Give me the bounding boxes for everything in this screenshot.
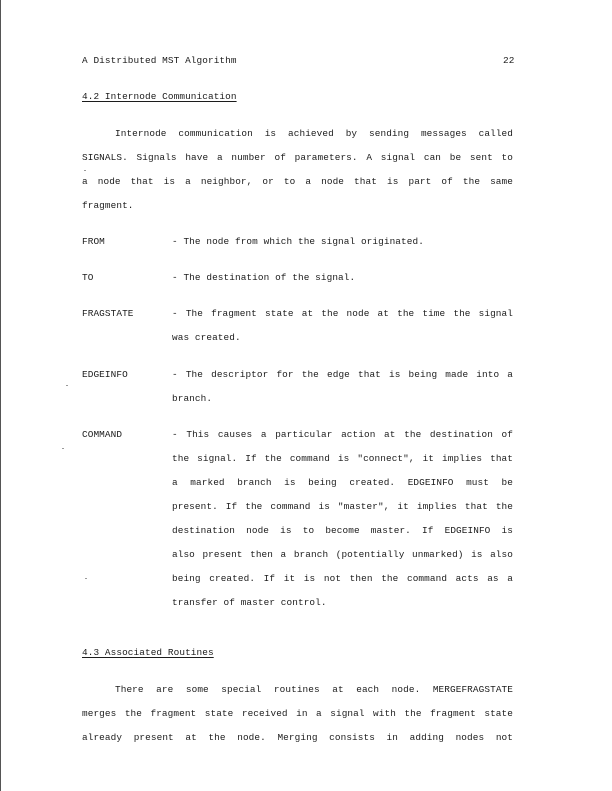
definition-text: destination node is to become master. If EDGEINFO is <box>172 525 513 536</box>
definition-text: was created. <box>172 332 241 343</box>
page-number: 22 <box>503 55 515 66</box>
paragraph-line: Internode communication is achieved by sending messages called <box>115 128 513 139</box>
scan-speck <box>84 170 86 171</box>
scan-speck <box>62 448 64 449</box>
page-edge-line <box>0 0 1 791</box>
definition-text: - The descriptor for the edge that is being made into a <box>172 369 513 380</box>
definition-text: - The destination of the signal. <box>172 272 356 283</box>
definition-term-command: COMMAND <box>82 429 123 440</box>
paragraph-line: a node that is a neighbor, or to a node that is part of the same <box>82 176 513 187</box>
paragraph-line: merges the fragment state received in a signal with the fragment state <box>82 708 513 719</box>
definition-text: also present then a branch (potentially unmarked) is also <box>172 549 513 560</box>
paragraph-line: already present at the node. Merging consists in adding nodes not <box>82 732 513 743</box>
definition-term-from: FROM <box>82 236 105 247</box>
section-heading-4-2: 4.2 Internode Communication <box>82 91 237 102</box>
section-heading-4-3: 4.3 Associated Routines <box>82 647 214 658</box>
definition-term-edgeinfo: EDGEINFO <box>82 369 128 380</box>
paragraph-line: SIGNALS. Signals have a number of parameters. A signal can be sent to <box>82 152 513 163</box>
definition-text: present. If the command is "master", it implies that the <box>172 501 513 512</box>
definition-text: transfer of master control. <box>172 597 327 608</box>
paragraph-line: There are some special routines at each node. MERGEFRAGSTATE <box>115 684 513 695</box>
scan-speck <box>85 578 87 579</box>
definition-text: the signal. If the command is "connect", it implies that <box>172 453 513 464</box>
definition-text: a marked branch is being created. EDGEINFO must be <box>172 477 513 488</box>
definition-text: branch. <box>172 393 213 404</box>
running-header-title: A Distributed MST Algorithm <box>82 55 237 66</box>
definition-text: - This causes a particular action at the destination of <box>172 429 513 440</box>
definition-term-to: TO <box>82 272 94 283</box>
definition-text: - The node from which the signal originated. <box>172 236 424 247</box>
definition-text: being created. If it is not then the command acts as a <box>172 573 513 584</box>
definition-term-fragstate: FRAGSTATE <box>82 308 134 319</box>
scan-speck <box>66 385 68 386</box>
definition-text: - The fragment state at the node at the time the signal <box>172 308 513 319</box>
paragraph-line: fragment. <box>82 200 134 211</box>
